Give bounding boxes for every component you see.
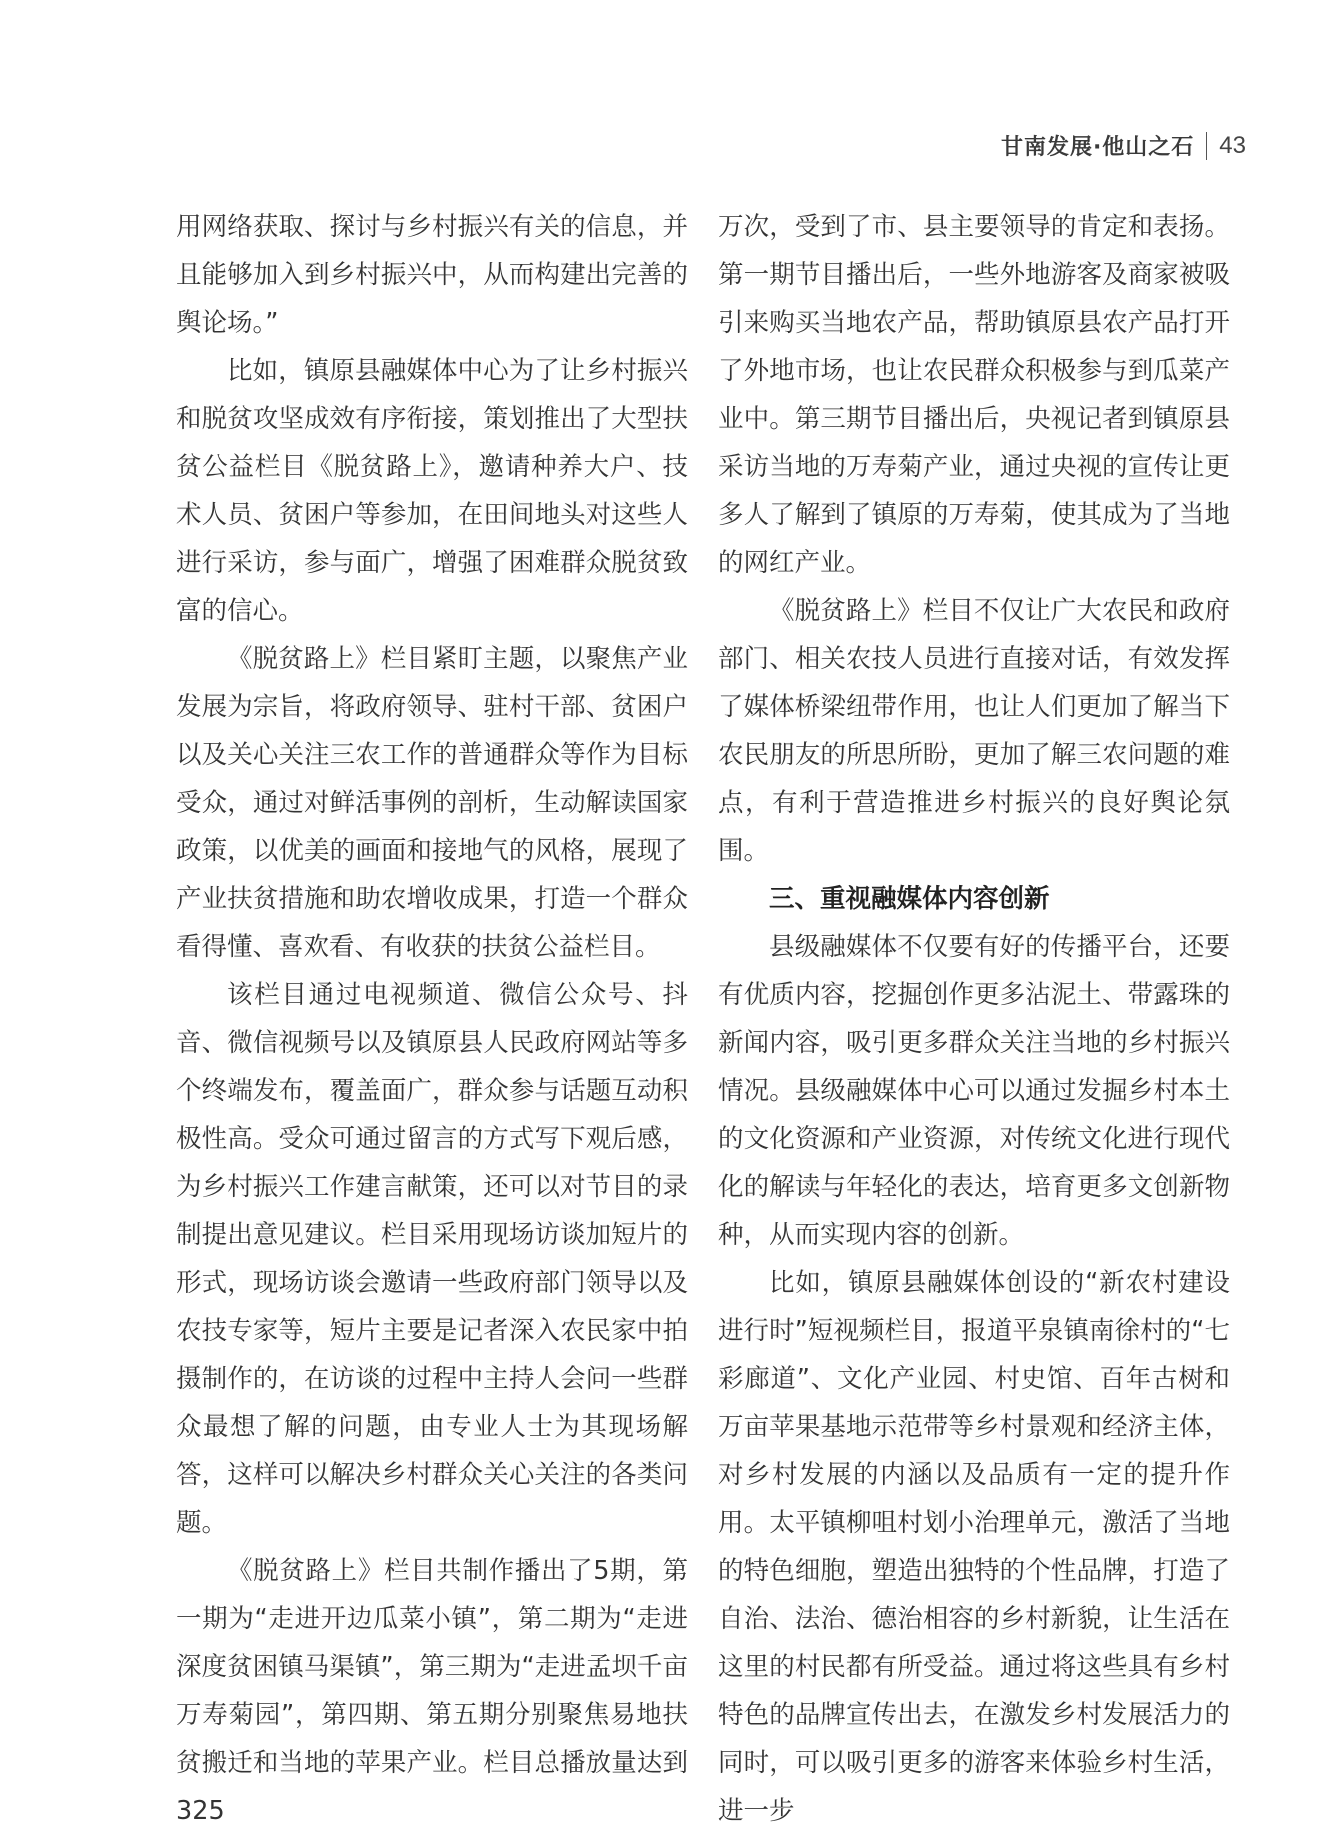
section-heading: 三、重视融媒体内容创新 xyxy=(769,884,1050,914)
paragraph: 万次，受到了市、县主要领导的肯定和表扬。第一期节目播出后，一些外地游客及商家被吸引来购买当地农产品，帮助镇原县农产品打开了外地市场，也让农民群众积极参与到瓜菜产业中。第三期节目播出后，央视记者到镇原县采访当地的万寿菊产业，通过央视的宣传让更多人了解到了镇原的万寿菊，使其成为了当地的网红产业。 xyxy=(718,212,1230,578)
paragraph: 用网络获取、探讨与乡村振兴有关的信息，并且能够加入到乡村振兴中，从而构建出完善的舆论场。” xyxy=(176,212,688,338)
left-column xyxy=(176,203,688,1835)
header-divider xyxy=(1206,132,1207,160)
paragraph: 《脱贫路上》栏目不仅让广大农民和政府部门、相关农技人员进行直接对话，有效发挥了媒体桥梁纽带作用，也让人们更加了解当下农民朋友的所思所盼，更加了解三农问题的难点，有利于营造推进乡村振兴的良好舆论氛围。 xyxy=(718,596,1230,866)
paragraph: 《脱贫路上》栏目共制作播出了5期，第一期为“走进开边瓜菜小镇”，第二期为“走进深度贫困镇马渠镇”，第三期为“走进孟坝千亩万寿菊园”，第四期、第五期分别聚焦易地扶贫搬迁和当地的苹果产业。栏目总播放量达到325 xyxy=(176,1556,688,1826)
section-title: 甘南发展·他山之石 xyxy=(1000,135,1195,160)
right-column xyxy=(718,203,1230,1835)
paragraph: 《脱贫路上》栏目紧盯主题，以聚焦产业发展为宗旨，将政府领导、驻村干部、贫困户以及关心关注三农工作的普通群众等作为目标受众，通过对鲜活事例的剖析，生动解读国家政策，以优美的画面和接地气的风格，展现了产业扶贫措施和助农增收成果，打造一个群众看得懂、喜欢看、有收获的扶贫公益栏目。 xyxy=(176,644,688,962)
paragraph: 比如，镇原县融媒体创设的“新农村建设进行时”短视频栏目，报道平泉镇南徐村的“七彩廊道”、文化产业园、村史馆、百年古树和万亩苹果基地示范带等乡村景观和经济主体，对乡村发展的内涵以及品质有一定的提升作用。太平镇柳咀村划小治理单元，激活了当地的特色细胞，塑造出独特的个性品牌，打造了自治、法治、德治相容的乡村新貌，让生活在这里的村民都有所受益。通过将这些具有乡村特色的品牌宣传出去，在激发乡村发展活力的同时，可以吸引更多的游客来体验乡村生活，进一步 xyxy=(718,1268,1230,1826)
page-number: 43 xyxy=(1219,131,1246,159)
paragraph: 县级融媒体不仅要有好的传播平台，还要有优质内容，挖掘创作更多沾泥土、带露珠的新闻内容，吸引更多群众关注当地的乡村振兴情况。县级融媒体中心可以通过发掘乡村本土的文化资源和产业资源，对传统文化进行现代化的解读与年轻化的表达，培育更多文创新物种，从而实现内容的创新。 xyxy=(718,932,1230,1250)
page-header xyxy=(1001,130,1246,161)
paragraph: 该栏目通过电视频道、微信公众号、抖音、微信视频号以及镇原县人民政府网站等多个终端发布，覆盖面广，群众参与话题互动积极性高。受众可通过留言的方式写下观后感，为乡村振兴工作建言献策，还可以对节目的录制提出意见建议。栏目采用现场访谈加短片的形式，现场访谈会邀请一些政府部门领导以及农技专家等，短片主要是记者深入农民家中拍摄制作的，在访谈的过程中主持人会问一些群众最想了解的问题，由专业人士为其现场解答，这样可以解决乡村群众关心关注的各类问题。 xyxy=(176,980,688,1538)
paragraph: 比如，镇原县融媒体中心为了让乡村振兴和脱贫攻坚成效有序衔接，策划推出了大型扶贫公益栏目《脱贫路上》，邀请种养大户、技术人员、贫困户等参加，在田间地头对这些人进行采访，参与面广，增强了困难群众脱贫致富的信心。 xyxy=(176,356,688,626)
